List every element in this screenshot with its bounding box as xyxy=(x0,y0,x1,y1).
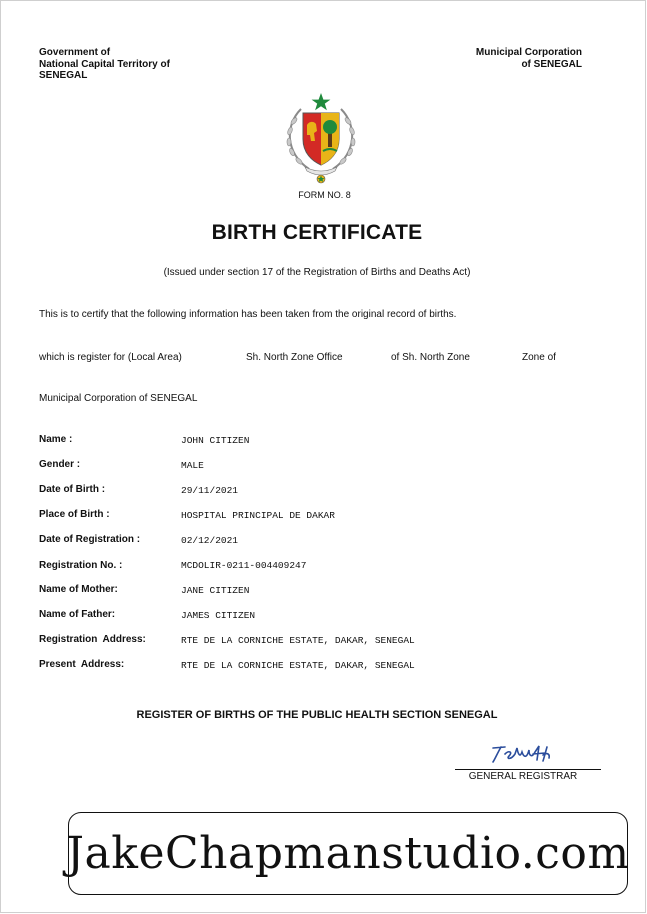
registration-number-value: MCDOLIR-0211-004409247 xyxy=(181,560,307,571)
gender-value: MALE xyxy=(181,460,204,471)
mother-name-label: Name of Mother: xyxy=(39,584,118,595)
name-value: JOHN CITIZEN xyxy=(181,435,250,446)
header-right-line: Municipal Corporation xyxy=(475,47,582,58)
registration-address-label: Registration Address: xyxy=(39,634,146,645)
present-address-value: RTE DE LA CORNICHE ESTATE, DAKAR, SENEGAL xyxy=(181,660,415,671)
signature-line xyxy=(455,769,601,770)
date-of-registration-label: Date of Registration : xyxy=(39,534,141,545)
senegal-coat-of-arms-icon xyxy=(279,91,363,187)
local-area-label: which is register for (Local Area) xyxy=(39,352,182,363)
signature-label: GENERAL REGISTRAR xyxy=(468,771,578,782)
certify-statement: This is to certify that the following information has been taken from the original record of births. xyxy=(39,309,457,320)
header-right-line: of SENEGAL xyxy=(521,58,582,70)
father-name-value: JAMES CITIZEN xyxy=(181,610,256,621)
header-government xyxy=(39,47,170,82)
header-left-line: SENEGAL xyxy=(39,70,88,81)
date-of-birth-label: Date of Birth : xyxy=(39,484,106,495)
watermark-text: JakeChapmanstudio.com xyxy=(66,828,630,879)
name-label: Name : xyxy=(39,434,73,445)
date-of-birth-value: 29/11/2021 xyxy=(181,485,239,496)
gender-label: Gender : xyxy=(39,459,81,470)
header-left-line: Government of xyxy=(39,47,111,58)
header-left-line: National Capital Territory of xyxy=(39,58,170,70)
municipal-corporation-line: Municipal Corporation of SENEGAL xyxy=(39,393,198,404)
signature-icon xyxy=(487,742,567,766)
mother-name-value: JANE CITIZEN xyxy=(181,585,250,596)
register-footer: REGISTER OF BIRTHS OF THE PUBLIC HEALTH SECTION SENEGAL xyxy=(136,709,498,721)
father-name-label: Name of Father: xyxy=(39,609,116,620)
form-number: FORM NO. 8 xyxy=(298,190,351,200)
registration-number-label: Registration No. : xyxy=(39,560,123,571)
zone-office: Sh. North Zone Office xyxy=(246,352,343,363)
zone-of-label: Zone of xyxy=(522,352,556,363)
registration-address-value: RTE DE LA CORNICHE ESTATE, DAKAR, SENEGAL xyxy=(181,635,415,646)
present-address-label: Present Address: xyxy=(39,659,125,670)
place-of-birth-label: Place of Birth : xyxy=(39,509,110,520)
watermark-banner xyxy=(68,812,628,895)
document-title: BIRTH CERTIFICATE xyxy=(211,221,423,244)
header-municipal xyxy=(476,47,582,70)
place-of-birth-value: HOSPITAL PRINCIPAL DE DAKAR xyxy=(181,510,335,521)
date-of-registration-value: 02/12/2021 xyxy=(181,535,239,546)
document-subtitle: (Issued under section 17 of the Registration of Births and Deaths Act) xyxy=(163,267,471,278)
zone-name: of Sh. North Zone xyxy=(391,352,470,363)
